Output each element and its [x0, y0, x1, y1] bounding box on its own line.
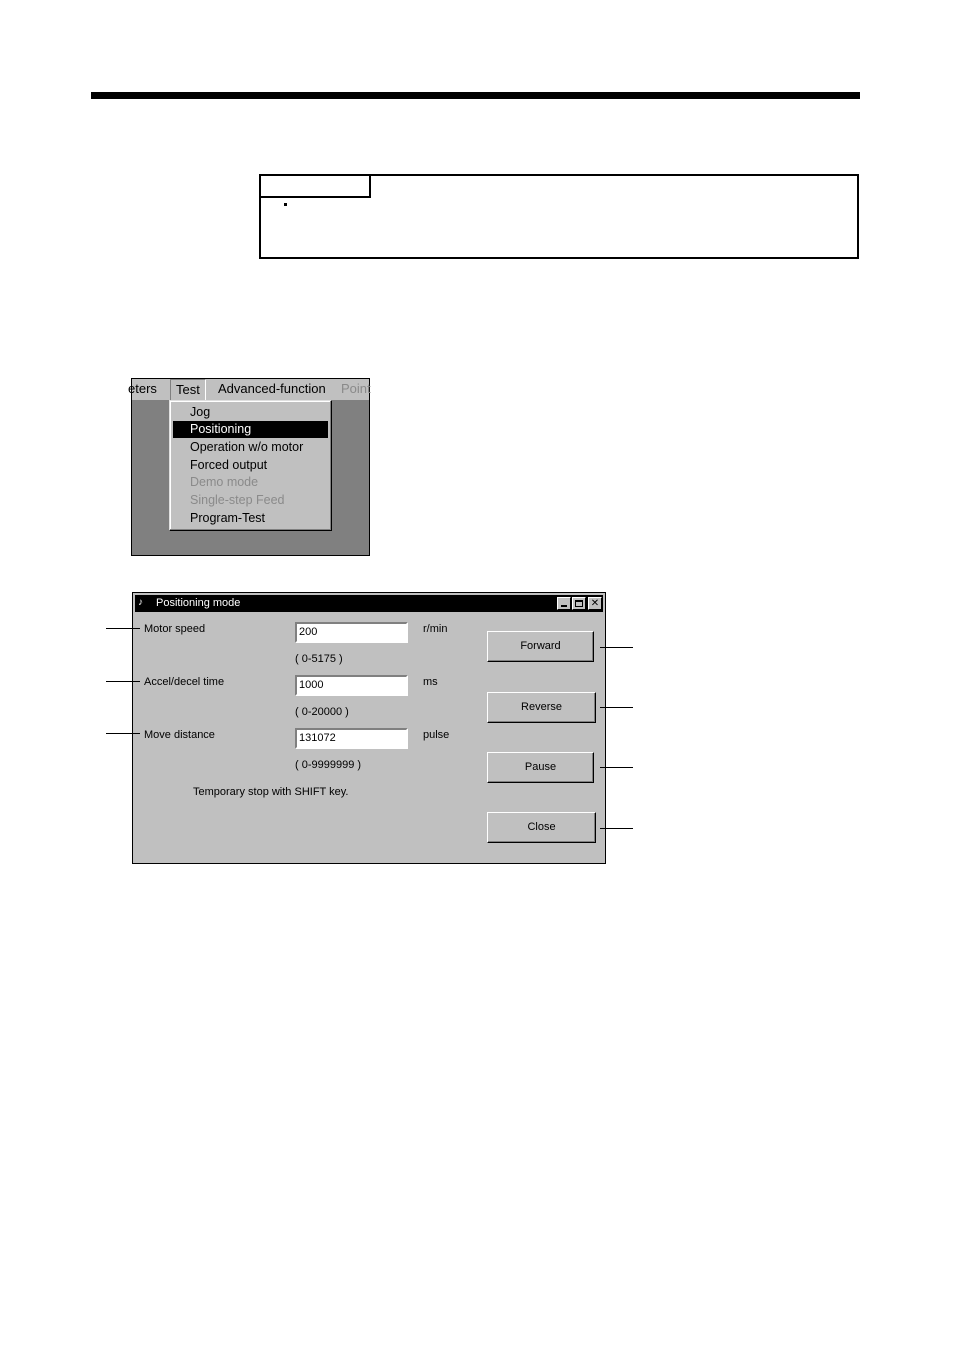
dialog-title: Positioning mode [156, 597, 241, 609]
menu-point[interactable]: Point [341, 381, 371, 396]
close-button-label: Close [527, 821, 556, 833]
minimize-button[interactable] [557, 597, 571, 610]
menu-test-label: Test [176, 382, 200, 397]
accel-decel-unit: ms [423, 676, 438, 688]
accel-decel-range: ( 0-20000 ) [295, 706, 349, 718]
maximize-button[interactable] [572, 597, 586, 610]
menu-advanced-function[interactable]: Advanced-function [218, 381, 326, 396]
menu-item-demo-mode: Demo mode [190, 475, 259, 489]
reverse-button[interactable] [487, 692, 596, 723]
motor-speed-input[interactable]: 200 [295, 622, 408, 643]
accel-decel-input[interactable]: 1000 [295, 675, 408, 696]
callout-line-reverse [600, 707, 633, 708]
move-distance-input[interactable]: 131072 [295, 728, 408, 749]
note-tab [261, 176, 371, 198]
forward-button-label: Forward [520, 640, 561, 652]
reverse-button-label: Reverse [521, 701, 562, 713]
menu-parameters[interactable]: eters [128, 381, 157, 396]
note-bullet [284, 203, 287, 206]
move-distance-label: Move distance [144, 729, 215, 741]
callout-line-pause [600, 767, 633, 768]
menu-item-program-test[interactable]: Program-Test [190, 511, 266, 525]
menu-item-forced-output[interactable]: Forced output [190, 458, 268, 472]
test-dropdown [169, 400, 332, 531]
forward-button[interactable] [487, 631, 594, 662]
app-icon: ♪ [138, 597, 143, 608]
menu-item-single-step-feed: Single-step Feed [190, 493, 285, 507]
note-box [259, 174, 859, 259]
shift-key-hint: Temporary stop with SHIFT key. [193, 786, 349, 798]
menu-test[interactable] [170, 379, 206, 402]
menubar [128, 379, 371, 400]
callout-line-accel-decel [106, 681, 140, 682]
motor-speed-unit: r/min [423, 623, 448, 635]
pause-button-label: Pause [524, 761, 557, 773]
accel-decel-label: Accel/decel time [144, 676, 225, 688]
dialog-titlebar[interactable] [135, 595, 603, 612]
motor-speed-range: ( 0-5175 ) [295, 653, 343, 665]
callout-line-motor-speed [106, 628, 140, 629]
positioning-mode-dialog [132, 592, 606, 864]
move-distance-range: ( 0-9999999 ) [295, 759, 362, 771]
menu-item-operation-without-motor[interactable]: Operation w/o motor [190, 440, 304, 454]
menu-screenshot [128, 378, 371, 556]
close-button[interactable] [487, 812, 596, 843]
motor-speed-label: Motor speed [144, 623, 206, 635]
top-rule [91, 92, 860, 99]
callout-line-move-distance [106, 733, 140, 734]
menu-item-positioning[interactable]: Positioning [173, 421, 328, 438]
move-distance-unit: pulse [423, 729, 450, 741]
callout-line-forward [600, 647, 633, 648]
close-window-button[interactable]: ✕ [588, 597, 602, 610]
pause-button[interactable] [487, 752, 594, 783]
menu-item-jog[interactable]: Jog [190, 405, 211, 419]
callout-line-close [600, 828, 633, 829]
